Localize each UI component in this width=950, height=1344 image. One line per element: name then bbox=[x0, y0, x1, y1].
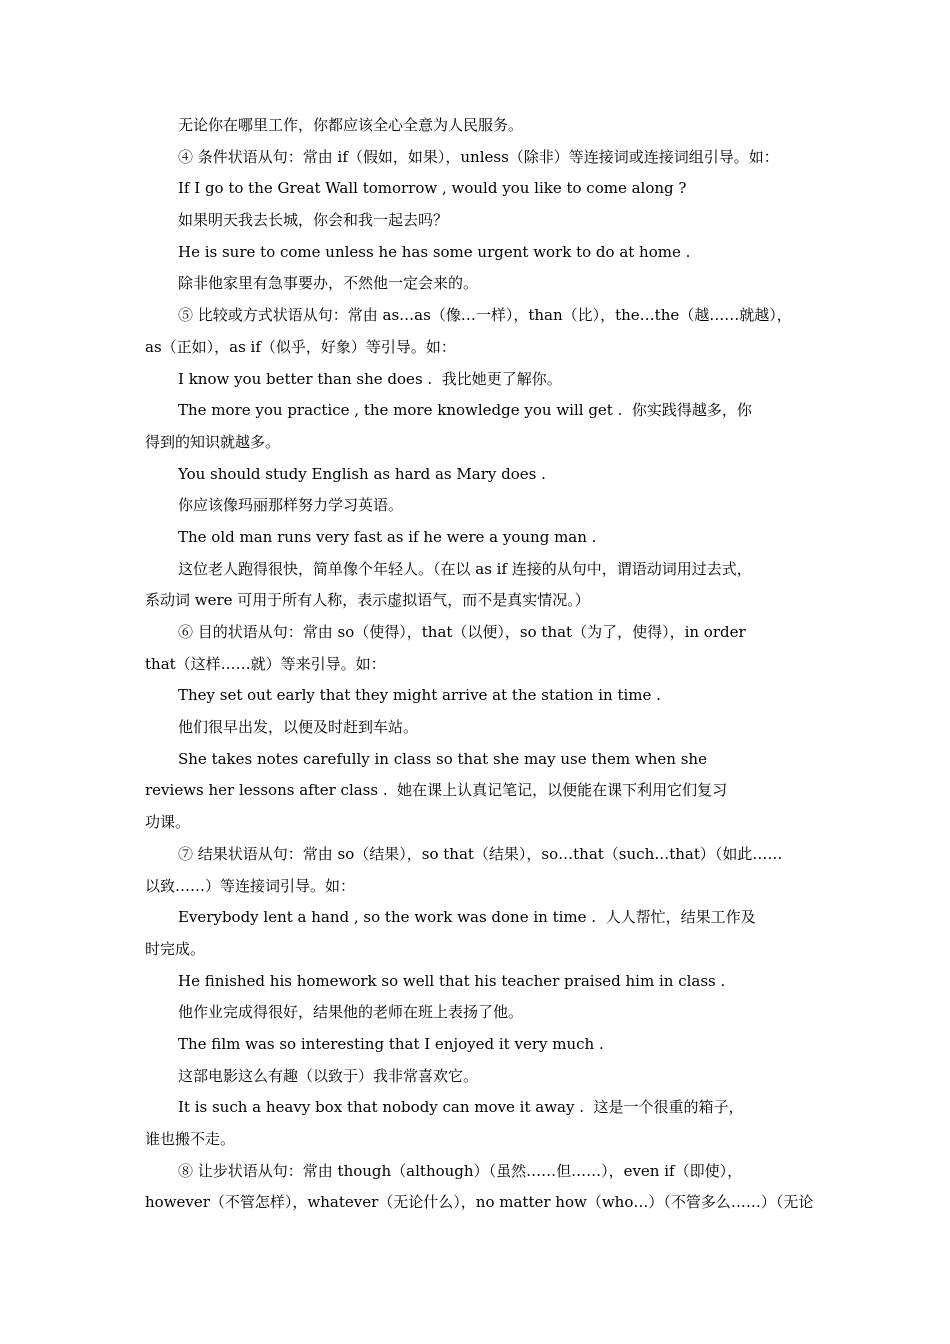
text-line: The more you practice , the more knowledge you will get . 你实践得越多，你 bbox=[178, 401, 752, 420]
text-line: 系动词 were 可用于所有人称，表示虚拟语气，而不是真实情况。） bbox=[145, 591, 590, 610]
text-line: Everybody lent a hand , so the work was done in time . 人人帮忙，结果工作及 bbox=[178, 908, 756, 927]
text-line: ④ 条件状语从句：常由 if（假如，如果），unless（除非）等连接词或连接词组引导。如： bbox=[178, 147, 779, 166]
text-line: The old man runs very fast as if he were a young man . bbox=[178, 527, 597, 546]
text-line: 你应该像玛丽那样努力学习英语。 bbox=[178, 496, 404, 515]
text-line: You should study English as hard as Mary does . bbox=[178, 464, 546, 483]
text-line: ⑤ 比较或方式状语从句：常由 as…as（像…一样），than（比），the…the（越……就越）， bbox=[178, 306, 792, 325]
text-line: as（正如），as if（似乎，好象）等引导。如： bbox=[145, 337, 456, 356]
text-line: 得到的知识就越多。 bbox=[145, 432, 281, 451]
text-line: He finished his homework so well that his teacher praised him in class . bbox=[178, 971, 726, 990]
text-line: They set out early that they might arrive at the station in time . bbox=[178, 686, 661, 705]
text-line: 这位老人跑得很快，简单像个年轻人。（在以 as if 连接的从句中，谓语动词用过去式， bbox=[178, 559, 752, 578]
text-line: 谁也搬不走。 bbox=[145, 1130, 236, 1148]
text-line: If I go to the Great Wall tomorrow , would you like to come along ? bbox=[178, 179, 687, 198]
text-line: ⑥ 目的状语从句：常由 so（使得），that（以便），so that（为了，使得），in order bbox=[178, 623, 746, 641]
text-line: 他们很早出发，以便及时赶到车站。 bbox=[178, 718, 419, 737]
text-line: I know you better than she does . 我比她更了解你。 bbox=[178, 369, 562, 388]
text-line: reviews her lessons after class . 她在课上认真记笔记，以便能在课下利用它们复习 bbox=[145, 781, 728, 800]
text-line: that（这样……就）等来引导。如： bbox=[145, 654, 386, 673]
text-line: The film was so interesting that I enjoyed it very much . bbox=[178, 1034, 604, 1053]
text-line: 功课。 bbox=[145, 813, 191, 832]
text-line: however（不管怎样），whatever（无论什么），no matter how（who…）（不管多么……）（无论 bbox=[145, 1193, 814, 1212]
text-line: She takes notes carefully in class so that she may use them when she bbox=[178, 749, 707, 768]
text-line: ⑦ 结果状语从句：常由 so（结果），so that（结果），so…that（such…that）（如此…… bbox=[178, 844, 783, 863]
text-line: ⑧ 让步状语从句：常由 though（although）（虽然……但……），even if（即使）， bbox=[178, 1161, 743, 1180]
text-line: 时完成。 bbox=[145, 939, 206, 958]
text-line: 无论你在哪里工作，你都应该全心全意为人民服务。 bbox=[178, 116, 524, 134]
text-line: 他作业完成得很好，结果他的老师在班上表扬了他。 bbox=[178, 1003, 524, 1022]
text-line: 以致……）等连接词引导。如： bbox=[145, 876, 356, 895]
text-line: He is sure to come unless he has some urgent work to do at home . bbox=[178, 242, 691, 261]
text-line: It is such a heavy box that nobody can move it away . 这是一个很重的箱子， bbox=[178, 1098, 744, 1117]
document-body bbox=[145, 110, 815, 1219]
text-line: 除非他家里有急事要办，不然他一定会来的。 bbox=[178, 274, 479, 293]
text-line: 这部电影这么有趣（以致于）我非常喜欢它。 bbox=[178, 1066, 479, 1085]
text-line: 如果明天我去长城，你会和我一起去吗？ bbox=[178, 211, 449, 230]
